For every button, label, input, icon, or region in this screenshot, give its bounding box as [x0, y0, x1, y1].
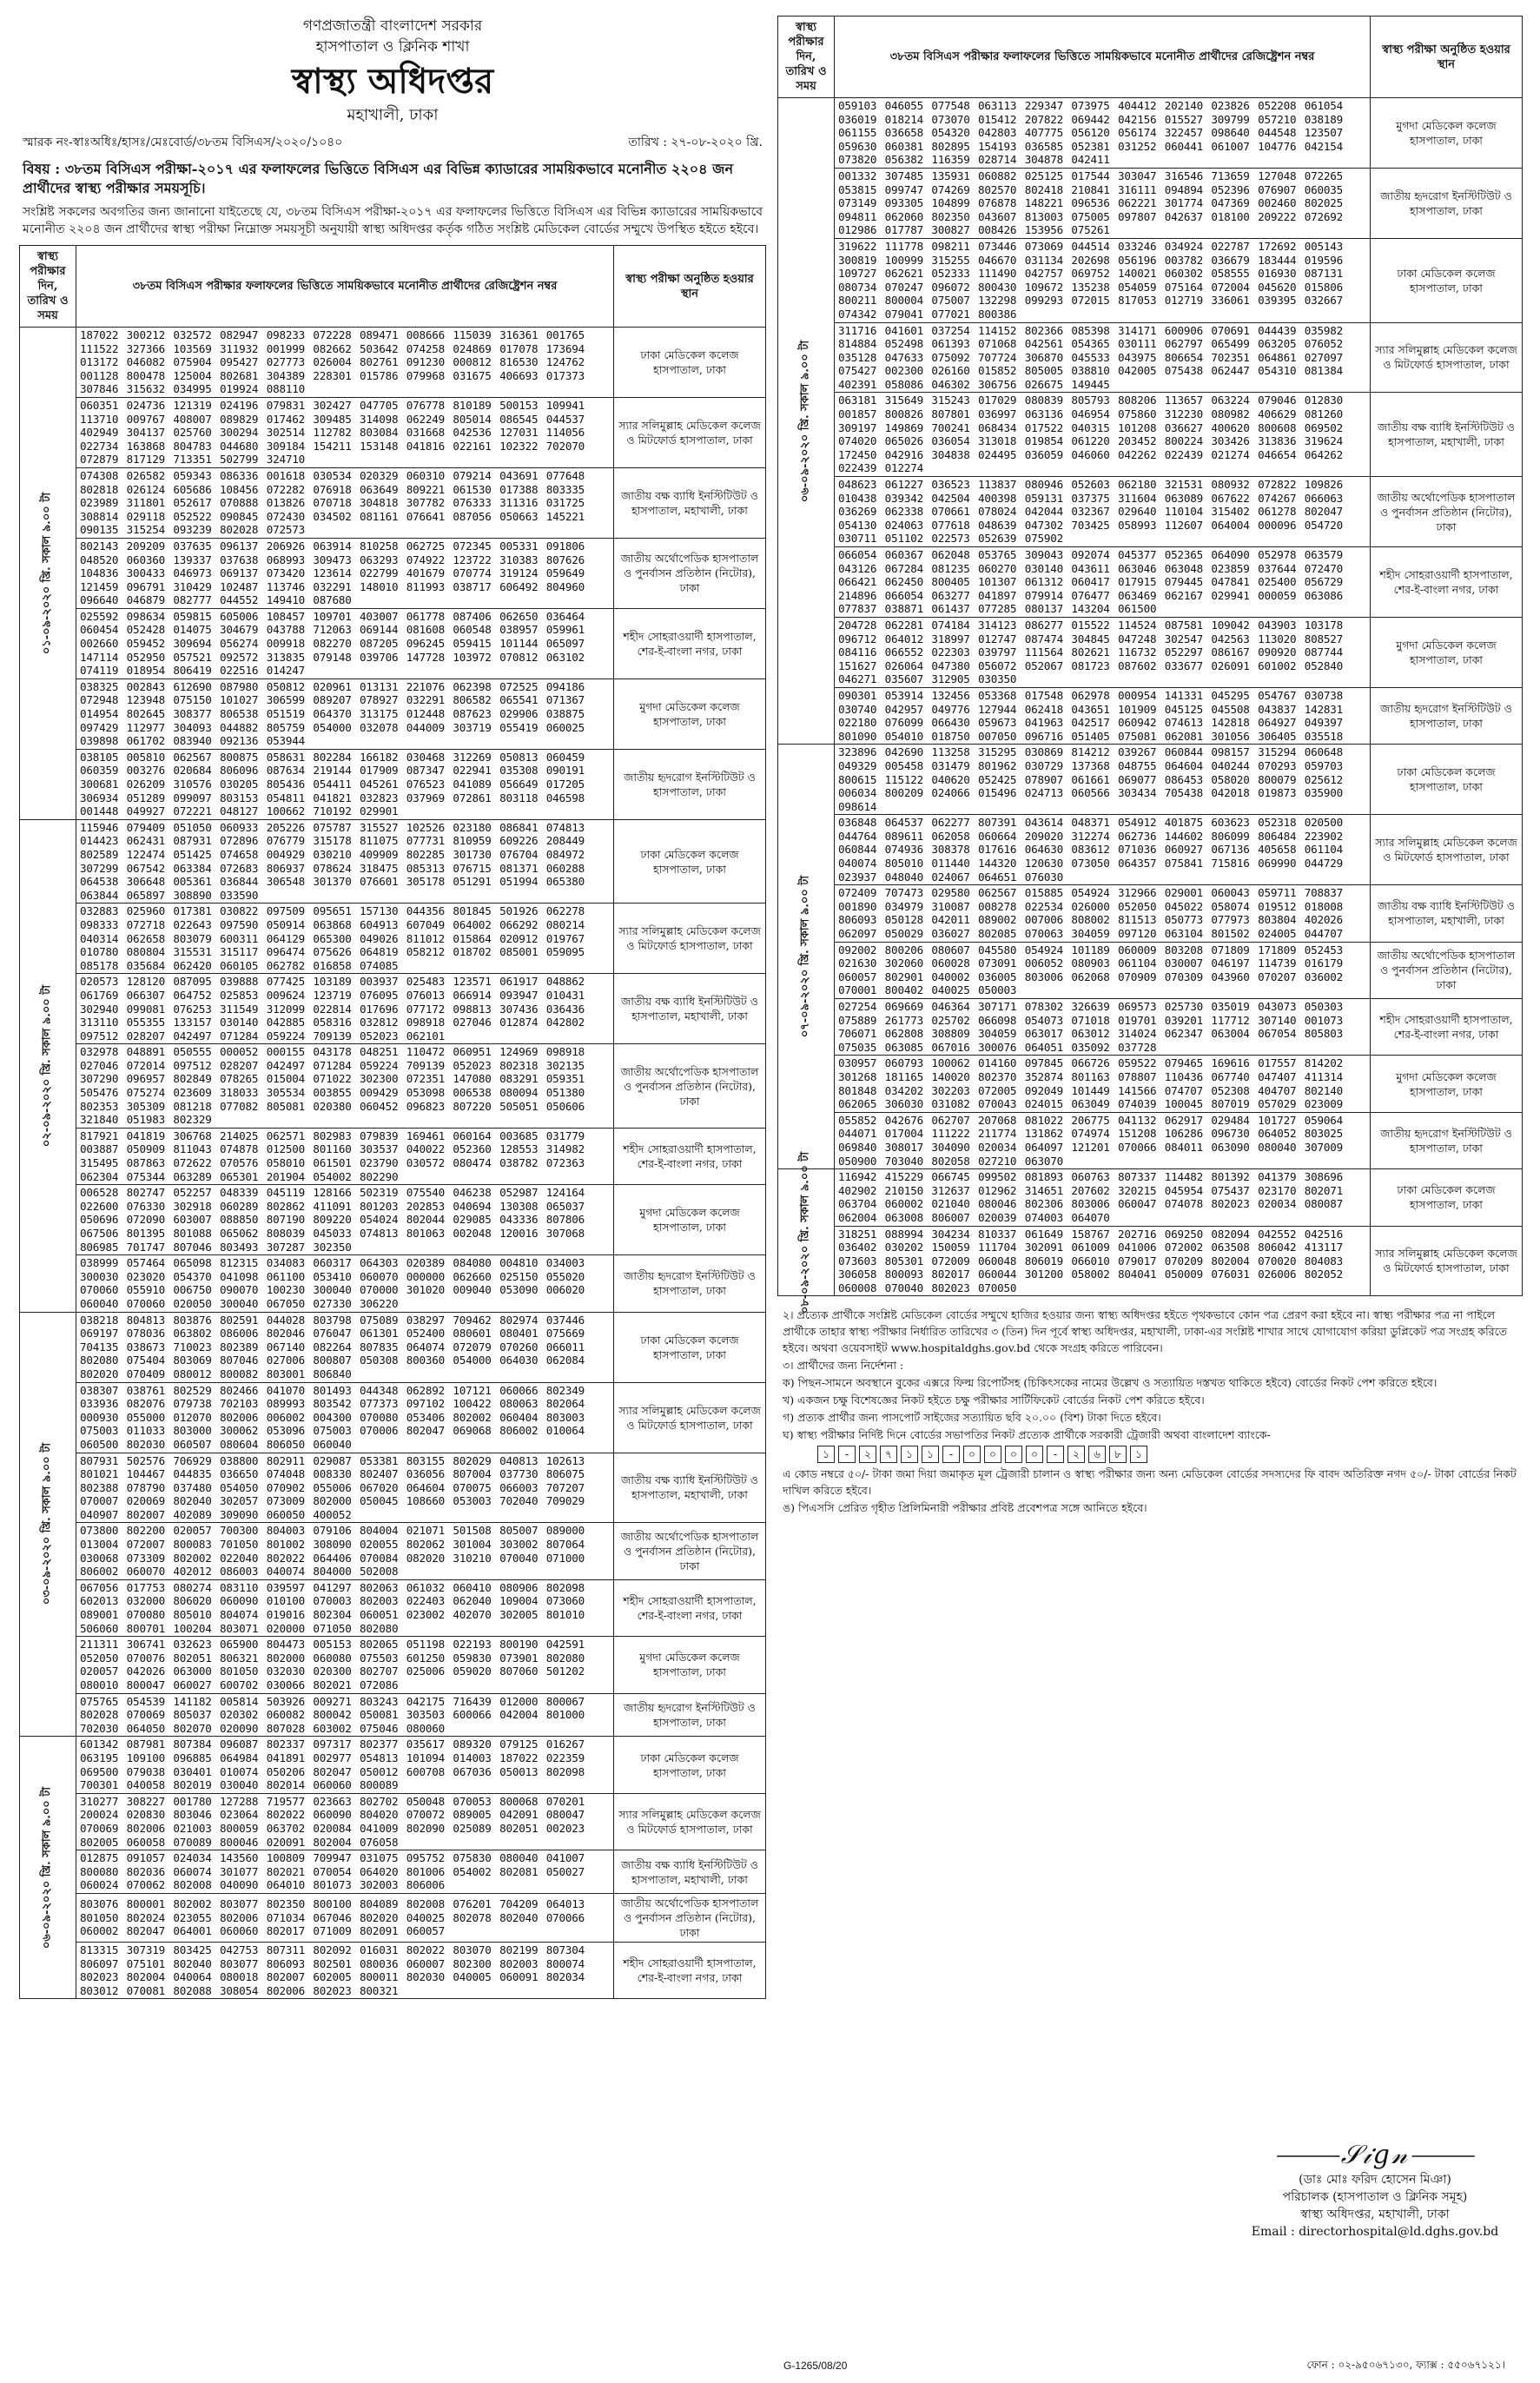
code-digit: ২ — [1067, 1446, 1085, 1463]
exam-date-cell — [778, 98, 835, 745]
schedule-row — [778, 393, 1523, 477]
branch-line: হাসপাতাল ও ক্লিনিক শাখা — [315, 38, 470, 56]
schedule-row — [20, 1185, 766, 1255]
schedule-row — [20, 1128, 766, 1184]
footer-code: G-1265/08/20 — [783, 2360, 848, 2372]
code-digit: - — [942, 1446, 960, 1463]
schedule-row — [20, 904, 766, 974]
exam-venue: ঢাকা মেডিকেল কলেজ হাসপাতাল, ঢাকা — [1371, 745, 1523, 815]
registration-numbers: 072409 707473 029580 062567 015885 054924 312966 029001 060043 059711 708837 001890 034979 310087 008278 022534 026000 052050 045022 058074 019512 018008 806093 050128 042011 089002 007006 808002 811513 050773 077973 803804 402026 062097 050029 036027 802085 070063 304059 097120 063104 801502 024005 044707 — [835, 885, 1371, 942]
exam-date-cell — [20, 819, 76, 1312]
exam-venue: জাতীয় হৃদরোগ ইনস্টিটিউট ও হাসপাতাল, ঢাকা — [1371, 687, 1523, 744]
registration-numbers: 311716 041601 037254 114152 802366 085398 314171 600906 070691 044439 035982 814884 052498 061393 071068 042561 054365 030111 062797 065499 063205 076052 035128 047633 075092 707724 306870 045533 043975 806654 702351 064861 027097 075427 002300 026160 015852 805005 038810 042005 075438 062447 054310 081384 402391 058086 046302 306756 026675 149445 — [835, 322, 1371, 393]
exam-venue: জাতীয় বক্ষ ব্যাধি ইনস্টিটিউট ও হাসপাতাল, মহাখালী, ঢাকা — [1371, 393, 1523, 477]
note-2: ২। প্রত্যেক প্রার্থীকে সংশ্লিষ্ট মেডিকেল বোর্ডের সম্মুখে হাজির হওয়ার জন্য স্বাস্থ্য অধিদপ্তর হইতে পৃথকভাবে কোন পত্র প্রেরণ করা হইবে না। স্বাস্থ্য পরীক্ষার পত্র না পাইলে প্রার্থীকে তাহার স্বাস্থ্য পরীক্ষার নির্ধারিত তারিখের ৩ (তিন) দিন পূর্বে স্বাস্থ্য অধিদপ্তর, মহাখালী, ঢাকা-এর সংশ্লিষ্ট শাখার সাথে যোগাযোগ করিয়া ডুপ্লিকেট পত্র সংগ্রহ করিতে হইবে। অথবা ওয়েবসাইট www.hospitaldghs.gov.bd থেকে সংগ্রহ করিতে পারিবেন। — [783, 1308, 1507, 1355]
registration-numbers: 001332 307485 135931 060882 025125 017544 303047 316546 713659 127048 072265 053815 099747 074269 802570 802418 210841 316111 094894 052396 076907 060035 073149 093305 104899 076878 148221 096536 062221 301774 047369 002460 802025 094811 062060 802350 043607 813003 075005 097807 042637 018100 209222 072692 012986 017787 300827 008426 153956 075261 — [835, 168, 1371, 238]
exam-venue: শহীদ সোহরাওয়ার্দী হাসপাতাল, শের-ই-বাংলা নগর, ঢাকা — [614, 608, 766, 678]
exam-venue: জাতীয় অর্থোপেডিক হাসপাতাল ও পুনর্বাসন প্রতিষ্ঠান (নিটোর), ঢাকা — [1371, 477, 1523, 547]
registration-numbers: 048623 061227 036523 113837 080946 052603 062180 321531 080932 072822 109826 010438 039342 042504 400398 059131 037375 311604 063089 067622 074267 066063 036269 062338 070661 078024 042044 032367 029640 110104 315402 061278 802047 054130 024063 077618 048639 047302 703425 058993 112607 064004 000096 054720 030711 051102 022573 052639 075902 — [835, 477, 1371, 547]
registration-numbers: 067056 017753 080274 083110 039597 041297 802063 061032 060410 080906 802098 602013 032000 806020 060090 010100 070003 802003 022403 062040 109004 073060 089001 070080 805010 804074 019016 802304 060051 023002 402070 302005 801010 506060 800701 100204 803071 020000 071050 802080 — [76, 1579, 614, 1636]
schedule-row — [778, 942, 1523, 998]
exam-venue: ঢাকা মেডিকেল কলেজ হাসপাতাল, ঢাকা — [614, 1312, 766, 1382]
signature-mark: ⸻𝒮𝒾𝑔𝓃⸻ — [1273, 2140, 1477, 2170]
registration-numbers: 030957 060793 100062 014160 097845 066726 059522 079465 169616 017557 814202 301268 181165 140020 802370 352874 801163 078807 110436 067740 047407 411314 801848 034202 302203 072005 092049 101449 141566 074707 052308 404707 802140 062065 306030 031082 070043 024015 063049 074039 100045 807019 057029 023009 — [835, 1056, 1371, 1112]
code-digit: ০ — [1026, 1446, 1043, 1463]
exam-venue: জাতীয় অর্থোপেডিক হাসপাতাল ও পুনর্বাসন প্রতিষ্ঠান (নিটোর), ঢাকা — [614, 1044, 766, 1129]
exam-date: ০৬-০৯-২০২০ খ্রি. সকাল ৯.০০ টা — [798, 340, 812, 502]
registration-numbers: 032978 048891 050555 000052 000155 043178 048251 110472 060951 124969 098918 027046 072014 097512 028207 042497 071284 059224 709139 052023 802318 302135 307290 096957 802849 078265 015004 071022 302300 072351 147080 083291 059351 505476 075274 023609 318033 305534 003855 009429 053098 006538 080094 051380 802353 305309 081218 077082 805081 020380 060452 096823 807220 505051 050606 321840 051983 802329 — [76, 1044, 614, 1129]
schedule-row — [778, 999, 1523, 1056]
schedule-body-left — [20, 328, 766, 1999]
exam-date: ০৩-০৯-২০২০ খ্রি. সকাল ৯.০০ টা — [40, 1443, 54, 1605]
exam-venue: শহীদ সোহরাওয়ার্দী হাসপাতাল, শের-ই-বাংলা নগর, ঢাকা — [614, 1579, 766, 1636]
schedule-row — [778, 322, 1523, 393]
schedule-row — [20, 1693, 766, 1737]
signatory-name: (ডাঃ মোঃ ফরিদ হোসেন মিঞা) — [1299, 2173, 1451, 2187]
memo-date: তারিখ : ২৭-০৮-২০২০ খ্রি. — [628, 136, 763, 149]
exam-venue: জাতীয় হৃদরোগ ইনস্টিটিউট ও হাসপাতাল, ঢাকা — [614, 749, 766, 819]
code-digit: ০ — [1005, 1446, 1022, 1463]
registration-numbers: 802143 209209 037635 096137 206926 063914 810258 062725 072345 005331 091806 048520 060360 139337 037638 068993 309473 063293 074922 123722 310383 807626 104836 300433 046973 069137 073420 123614 022799 401679 070774 319124 059649 121459 096791 310429 102487 113746 032291 148010 811993 038717 606492 804960 096640 046879 082777 044552 149410 087680 — [76, 538, 614, 608]
registration-numbers: 116942 415229 066745 099502 081893 060763 807337 114482 801392 041379 308696 402902 210150 312637 012962 314651 207602 320215 045954 075437 023170 802071 063704 060002 021040 080046 802306 803006 060047 074078 802023 020034 080087 062004 063008 806007 020039 074003 064070 — [835, 1169, 1371, 1226]
exam-venue: শহীদ সোহরাওয়ার্দী হাসপাতাল, শের-ই-বাংলা নগর, ঢাকা — [1371, 999, 1523, 1056]
registration-numbers: 310277 308227 001780 127288 719577 023663 802702 050048 070053 800068 070201 200024 020830 803046 023064 802022 060090 804020 070072 089005 042091 080047 070069 802006 021003 800059 063702 020084 041009 802090 025089 802051 002023 802005 060058 070089 800046 020091 802004 076058 — [76, 1793, 614, 1850]
schedule-row — [20, 1382, 766, 1453]
right-column — [777, 16, 1523, 1517]
exam-date: ০১-০৯-২০২০ খ্রি. সকাল ৯.০০ টা — [40, 492, 54, 655]
exam-venue: স্যার সলিমুল্লাহ মেডিকেল কলেজ ও মিটফোর্ড হাসপাতাল, ঢাকা — [614, 904, 766, 974]
code-digit: ৭ — [880, 1446, 897, 1463]
schedule-row — [778, 238, 1523, 322]
exam-venue: ঢাকা মেডিকেল কলেজ হাসপাতাল, ঢাকা — [1371, 1169, 1523, 1226]
subject: বিষয় : ৩৮তম বিসিএস পরীক্ষা-২০১৭ এর ফলাফলের ভিত্তিতে বিসিএস এর বিভিন্ন ক্যাডারের সাময়িকভাবে মনোনীত ২২০৪ জন প্রার্থীদের স্বাস্থ্য পরীক্ষার সময়সূচি। — [23, 161, 733, 196]
exam-venue: জাতীয় হৃদরোগ ইনস্টিটিউট ও হাসপাতাল, ঢাকা — [614, 1255, 766, 1312]
schedule-row — [20, 678, 766, 749]
schedule-row — [20, 538, 766, 608]
exam-venue: শহীদ সোহরাওয়ার্দী হাসপাতাল, শের-ই-বাংলা নগর, ঢাকা — [1371, 547, 1523, 618]
note-3e: ঙ) পিএসসি প্রেরিত গৃহীত প্রিলিমিনারী পরীক্ষার প্রবিষ্ট প্রবেশপত্র সঙ্গে আনিতে হইবে। — [783, 1501, 1147, 1515]
left-column — [19, 16, 766, 1999]
exam-venue: শহীদ সোহরাওয়ার্দী হাসপাতাল, শের-ই-বাংলা নগর, ঢাকা — [614, 1942, 766, 1998]
registration-numbers: 075765 054539 141182 005814 503926 009271 803243 042175 716439 012000 800067 802028 070069 805037 020302 060082 800042 050081 303503 600066 042004 801000 702030 064050 802070 020090 807028 603002 075046 080060 — [76, 1693, 614, 1737]
registration-numbers: 038999 057464 065098 812315 034083 060317 064303 020389 084080 004810 034003 300030 023020 054370 041098 061100 053410 060070 000000 062660 025150 055020 070060 055910 006750 090070 100230 300040 070000 301020 009040 053090 006020 060040 070060 020050 300040 067050 027330 306220 — [76, 1255, 614, 1312]
registration-numbers: 319622 111778 098211 073446 073069 044514 033246 034924 022787 172692 005143 300819 100999 315255 046670 031134 202698 056196 003782 036679 183444 019596 109727 062621 052333 111490 042757 069752 140021 060302 058555 016930 087131 080734 070247 096072 800430 109672 135238 054059 075164 072004 045620 015806 800211 800004 075007 132298 099293 072015 817053 012719 336061 039395 032667 074342 079041 077021 800386 — [835, 238, 1371, 322]
registration-numbers: 038105 005810 062567 800875 058631 802284 166182 030468 312269 050813 060459 060359 003276 020684 806096 087634 219144 017909 087347 022941 035308 090191 300681 026209 310576 030205 805436 054411 045261 076523 041089 056649 017205 306934 051289 099097 803153 054811 041821 032823 037969 072861 803118 046598 001448 049927 072221 048127 100662 710192 029901 — [76, 749, 614, 819]
registration-numbers: 032883 025960 017381 030822 097509 095651 157130 044356 801845 501926 062278 098333 072718 022643 097590 050914 063868 604913 607049 064002 066292 080214 040314 062658 803079 600311 064129 065300 049026 811012 015864 020912 019767 010780 080804 315531 315117 096474 075626 064819 058212 018702 085001 059095 085178 035684 062420 060105 062782 016858 074085 — [76, 904, 614, 974]
exam-date: ০৬-০৯-২০২০ খ্রি. সকাল ৯.০০ টা — [40, 1786, 54, 1949]
page-title: স্বাস্থ্য অধিদপ্তর — [291, 61, 494, 102]
memo-line — [19, 132, 766, 153]
exam-venue: জাতীয় অর্থোপেডিক হাসপাতাল ও পুনর্বাসন প্রতিষ্ঠান (নিটোর), ঢাকা — [614, 1523, 766, 1579]
registration-numbers: 055852 042676 062707 207068 081022 206775 041132 062917 029484 101727 059064 044071 017004 111222 211774 131862 074974 151208 106286 096730 064052 803025 069840 308017 304090 020034 064097 121201 070066 084011 063090 080040 307009 050900 703040 802058 027210 063070 — [835, 1112, 1371, 1168]
note-3: ৩। প্রার্থীদের জন্য নির্দেশনা : — [783, 1359, 904, 1373]
schedule-row — [20, 1637, 766, 1693]
col-header-date: স্বাস্থ্য পরীক্ষার দিন, তারিখ ও সময় — [778, 17, 835, 98]
exam-venue: ঢাকা মেডিকেল কলেজ হাসপাতাল, ঢাকা — [614, 328, 766, 398]
schedule-row — [778, 885, 1523, 942]
exam-venue: ঢাকা মেডিকেল কলেজ হাসপাতাল, ঢাকা — [1371, 238, 1523, 322]
registration-numbers: 318251 088994 304234 810337 061649 158767 202716 069250 082094 042552 042516 036402 030202 150059 111704 302091 061009 041006 072002 063508 806042 413117 073603 805301 072009 060048 806019 066010 079017 070209 802004 070020 804083 306058 800093 802017 060044 301200 058002 804041 050009 076031 026006 802052 060008 070040 802023 070050 — [835, 1226, 1371, 1296]
code-digit: ১ — [922, 1446, 939, 1463]
schedule-row — [778, 687, 1523, 744]
exam-date: ০৭-০৯-২০২০ খ্রি. সকাল ৯.০০ টা — [798, 876, 812, 1038]
instructions — [777, 1307, 1523, 1516]
exam-venue: জাতীয় হৃদরোগ ইনস্টিটিউট ও হাসপাতাল, ঢাকা — [614, 1693, 766, 1737]
schedule-row — [778, 477, 1523, 547]
code-digit: ১ — [1130, 1446, 1147, 1463]
schedule-row — [778, 1056, 1523, 1112]
code-digit: ২ — [859, 1446, 876, 1463]
registration-numbers: 813315 307319 803425 042753 807311 802092 016031 802022 803070 802199 807304 806097 075101 802040 803077 806093 802501 080036 060007 802300 802003 800074 802023 802004 040064 080018 802007 602005 800011 802030 040005 060091 802034 803012 070081 802088 308054 802006 802023 800321 — [76, 1942, 614, 1998]
signatory-post: পরিচালক (হাসপাতাল ও ক্লিনিক সমূহ) — [1282, 2190, 1468, 2204]
note-3d-cont: এ কোড নম্বরে ৫০/- টাকা জমা দিয়া জমাকৃত মূল ট্রেজারী চালান ও স্বাস্থ্য পরীক্ষার জন্য অন্য মেডিকেল বোর্ডের সদস্যদের ফি বাবদ অতিরিক্ত নগদ ৫০/- টাকা বোর্ডের নিকট দাখিল করিতে হইবে। — [783, 1467, 1517, 1498]
signatory-email: Email : directorhospital@ld.dghs.gov.bd — [1251, 2225, 1499, 2239]
code-digit: ৬ — [1088, 1446, 1106, 1463]
registration-numbers: 025592 098634 059815 605006 108457 109701 403007 061778 087406 062650 036464 060454 052428 014075 304679 043788 712063 069144 081608 060548 038957 059961 002660 059452 309694 056274 009918 082270 087205 096245 059415 101144 065097 147114 052950 057521 092572 313835 079148 039706 147728 103972 070812 063102 074119 018954 806419 022516 014247 — [76, 608, 614, 678]
code-digit: - — [1047, 1446, 1064, 1463]
registration-numbers: 036848 064537 062277 807391 043614 048371 054912 401875 603623 052318 020500 044764 089611 062058 060664 209020 312274 062736 144602 806099 806484 223902 060844 074936 308378 017616 064630 083612 071036 060927 067136 405658 061104 040074 805010 011440 144320 120630 073050 064357 075841 715816 069990 044729 023937 048040 024067 064651 076030 — [835, 815, 1371, 885]
location: মহাখালী, ঢাকা — [347, 106, 439, 124]
schedule-row — [778, 617, 1523, 687]
schedule-row — [20, 1850, 766, 1894]
schedule-row — [20, 1793, 766, 1850]
registration-numbers: 187022 300212 032572 082947 098233 072228 089471 008666 115039 316361 001765 111522 327366 103569 311932 001999 082662 503642 074258 024869 017078 173694 013172 046082 075904 095427 027773 026004 802761 091230 000812 816530 124762 001128 800478 125004 802681 304389 228301 015786 079968 031675 406693 017373 307846 315632 034995 019924 088110 — [76, 328, 614, 398]
registration-numbers: 211311 306741 032623 065900 804473 005153 802065 051198 022193 800190 042591 052050 070076 802051 806321 802000 060080 075503 601250 059830 073901 802080 020057 042026 063000 801050 032030 020300 802707 025006 059020 807060 501202 080010 800047 060027 600702 030066 802021 072086 — [76, 1637, 614, 1693]
exam-venue: ঢাকা মেডিকেল কলেজ হাসপাতাল, ঢাকা — [614, 819, 766, 904]
code-digit: ৮ — [1109, 1446, 1127, 1463]
exam-venue: স্যার সলিমুল্লাহ মেডিকেল কলেজ ও মিটফোর্ড হাসপাতাল, ঢাকা — [1371, 815, 1523, 885]
registration-numbers: 817921 041819 306768 214025 062571 802983 079839 169461 060164 003685 031779 003887 050909 811043 074878 012500 801160 303537 040022 052360 128553 314982 315495 087863 072622 070576 058010 061501 023790 030572 080474 038782 072363 062304 075344 063289 065301 201904 054002 802290 — [76, 1128, 614, 1184]
schedule-row — [20, 1453, 766, 1523]
exam-venue: মুগদা মেডিকেল কলেজ হাসপাতাল, ঢাকা — [614, 678, 766, 749]
schedule-table-left — [19, 245, 766, 1999]
exam-venue: শহীদ সোহরাওয়ার্দী হাসপাতাল, শের-ই-বাংলা নগর, ঢাকা — [614, 1128, 766, 1184]
treasury-code-box — [817, 1446, 1517, 1463]
intro-paragraph: সংশ্লিষ্ট সকলের অবগতির জন্য জানানো যাইতেছে যে, ৩৮তম বিসিএস পরীক্ষা-২০১৭ এর ফলাফলের ভিত্তিতে বিসিএস এর বিভিন্ন ক্যাডারের সাময়িকভাবে মনোনীত ২২০৪ জন প্রার্থীদের স্বাস্থ্য পরীক্ষা নিম্নোক্ত সময়সূচী অনুযায়ী স্বাস্থ্য অধিদপ্তর কর্তৃক গঠিত সংশ্লিষ্ট মেডিকেল বোর্ডের সম্মুখে উপস্থিত হইতে হইবে। — [23, 205, 763, 236]
exam-venue: স্যার সলিমুল্লাহ মেডিকেল কলেজ ও মিটফোর্ড হাসপাতাল, ঢাকা — [614, 1382, 766, 1453]
schedule-row — [20, 1312, 766, 1382]
exam-venue: জাতীয় হৃদরোগ ইনস্টিটিউট ও হাসপাতাল, ঢাকা — [1371, 168, 1523, 238]
exam-date: ০২-০৯-২০২০ খ্রি. সকাল ৯.০০ টা — [40, 984, 54, 1147]
exam-venue: স্যার সলিমুল্লাহ মেডিকেল কলেজ ও মিটফোর্ড হাসপাতাল, ঢাকা — [1371, 322, 1523, 393]
exam-venue: স্যার সলিমুল্লাহ মেডিকেল কলেজ ও মিটফোর্ড হাসপাতাল, ঢাকা — [614, 397, 766, 467]
exam-date-cell — [778, 1151, 835, 1314]
exam-venue: মুগদা মেডিকেল কলেজ হাসপাতাল, ঢাকা — [614, 1637, 766, 1693]
col-header-rolls: ৩৮তম বিসিএস পরীক্ষার ফলাফলের ভিত্তিতে সাময়িকভাবে মনোনীত প্রার্থীদের রেজিষ্ট্রেশন নম্বর — [76, 246, 614, 328]
schedule-row — [20, 608, 766, 678]
schedule-row — [20, 1579, 766, 1636]
schedule-row — [20, 1523, 766, 1579]
schedule-row — [20, 397, 766, 467]
memo-ref: স্মারক নং-স্বাঃঅধিঃ/হাসঃ/মেঃবোর্ড/৩৮তম বিসিএস/২০২০/১০৪০ — [23, 136, 343, 149]
schedule-row — [20, 749, 766, 819]
schedule-row — [20, 1255, 766, 1312]
registration-numbers: 323896 042690 113258 315295 030869 814212 039267 060844 098157 315294 060648 049329 005458 031479 801962 030729 137368 048755 064604 040244 070293 059703 800615 115122 040620 052425 078907 061661 069077 086453 058020 800079 025612 006034 800209 024066 015496 024713 060566 303434 705438 042018 019873 035900 098614 — [835, 745, 1371, 815]
contact-phone: ফোন : ০২-৯৫০৬৭১৩০, ফ্যাক্স : ৫৫০৬৭১২১। — [1306, 2359, 1505, 2371]
registration-numbers: 066054 060367 062048 053765 309043 092074 045377 052365 064090 052978 063579 043126 067284 081235 060270 030140 043611 063046 063048 023859 037644 072470 066421 062450 800405 101307 061312 060417 017915 079445 047841 025400 056729 214896 066054 063277 041897 079914 076477 063469 062167 029941 000059 063086 077837 038871 061437 077285 080137 143204 061500 — [835, 547, 1371, 618]
schedule-row — [20, 467, 766, 538]
code-digit: ১ — [901, 1446, 918, 1463]
col-header-venue: স্বাস্থ্য পরীক্ষা অনুষ্ঠিত হওয়ার স্থান — [614, 246, 766, 328]
schedule-row — [20, 819, 766, 904]
exam-venue: ঢাকা মেডিকেল কলেজ হাসপাতাল, ঢাকা — [614, 1737, 766, 1793]
exam-venue: জাতীয় অর্থোপেডিক হাসপাতাল ও পুনর্বাসন প্রতিষ্ঠান (নিটোর), ঢাকা — [614, 1893, 766, 1942]
registration-numbers: 020573 128120 087095 039888 077425 103189 003937 025483 123571 061917 048862 061769 066307 064752 025853 009624 123719 076095 076013 066914 093947 010431 302940 099081 076253 311549 312099 022814 017696 077172 098813 307436 036436 313110 055355 133157 030140 042885 058316 032812 098918 027046 012874 042802 097512 028207 042497 071284 059224 709139 052023 062101 — [76, 974, 614, 1044]
schedule-row — [778, 168, 1523, 238]
registration-numbers: 807931 502576 706929 038800 802911 029087 053381 803155 802029 040813 102613 801021 104467 044835 036650 074048 008330 802407 036056 807004 037730 806075 802388 078790 037480 054050 070902 055006 067020 064604 070075 066003 707207 070007 020069 802040 302057 073009 802000 050045 108660 053003 702040 709029 040907 802007 402089 309090 060050 400052 — [76, 1453, 614, 1523]
exam-venue: মুগদা মেডিকেল কলেজ হাসপাতাল, ঢাকা — [1371, 1056, 1523, 1112]
exam-venue: মুগদা মেডিকেল কলেজ হাসপাতাল, ঢাকা — [1371, 98, 1523, 169]
col-header-rolls: ৩৮তম বিসিএস পরীক্ষার ফলাফলের ভিত্তিতে সাময়িকভাবে মনোনীত প্রার্থীদের রেজিষ্ট্রেশন নম্বর — [835, 17, 1371, 98]
schedule-row — [20, 1044, 766, 1129]
registration-numbers: 060351 024736 121319 024196 079831 302427 047705 076778 810189 500153 109941 113710 009767 408007 089829 017462 309485 314098 062249 805014 086545 044537 402949 304137 025760 300294 302514 112782 803084 031668 042536 127031 114056 022734 163868 804783 044680 309184 154211 153148 041816 022161 102322 702070 072879 817129 713351 502799 324710 — [76, 397, 614, 467]
exam-venue: স্যার সলিমুল্লাহ মেডিকেল কলেজ ও মিটফোর্ড হাসপাতাল, ঢাকা — [614, 1793, 766, 1850]
code-digit: - — [838, 1446, 856, 1463]
govt-line: গণপ্রজাতন্ত্রী বাংলাদেশ সরকার — [302, 17, 483, 35]
exam-date-cell — [20, 1312, 76, 1737]
registration-numbers: 059103 046055 077548 063113 229347 073975 404412 202140 023826 052208 061054 036019 018214 073070 015412 207822 069442 042156 015527 309799 057210 038189 061155 036658 054320 042803 407775 056120 056174 322457 098640 044548 123507 059630 060381 802895 154193 036585 052381 031252 060441 061007 104776 042154 073820 056382 116359 028714 304878 042411 — [835, 98, 1371, 169]
exam-venue: জাতীয় হৃদরোগ ইনস্টিটিউট ও হাসপাতাল, ঢাকা — [1371, 1112, 1523, 1168]
schedule-body-right — [778, 98, 1523, 1314]
schedule-table-right — [777, 16, 1523, 1314]
note-3d: ঘ) স্বাস্থ্য পরীক্ষার নির্দিষ্ট দিনে বোর্ডের সভাপতির নিকট প্রত্যেক প্রার্থীকে সরকারী ট্রেজারী অথবা বাংলাদেশ ব্যাংকে- — [783, 1428, 1271, 1442]
schedule-row — [778, 1112, 1523, 1168]
exam-venue: জাতীয় বক্ষ ব্যাধি ইনস্টিটিউট ও হাসপাতাল, মহাখালী, ঢাকা — [614, 1850, 766, 1894]
header — [19, 16, 766, 127]
schedule-row — [778, 1169, 1523, 1226]
schedule-row — [20, 328, 766, 398]
registration-numbers: 092002 800206 080607 045580 054924 101189 060009 803208 071809 171809 052453 021630 302060 060028 073091 006052 080903 061104 030007 046197 114739 016179 060057 802901 040002 036005 803006 062068 070909 070309 043960 070207 036002 070001 800402 040025 050003 — [835, 942, 1371, 998]
schedule-row — [20, 1893, 766, 1942]
col-header-venue: স্বাস্থ্য পরীক্ষা অনুষ্ঠিত হওয়ার স্থান — [1371, 17, 1523, 98]
exam-date-cell — [20, 1737, 76, 1999]
schedule-row — [778, 745, 1523, 815]
exam-venue: স্যার সলিমুল্লাহ মেডিকেল কলেজ ও মিটফোর্ড হাসপাতাল, ঢাকা — [1371, 1226, 1523, 1296]
schedule-row — [20, 1942, 766, 1998]
exam-date-cell — [20, 328, 76, 820]
schedule-row — [20, 1737, 766, 1793]
schedule-row — [20, 974, 766, 1044]
exam-date-cell — [778, 745, 835, 1169]
signatory-office: স্বাস্থ্য অধিদপ্তর, মহাখালী, ঢাকা — [1300, 2208, 1450, 2221]
exam-venue: মুগদা মেডিকেল কলেজ হাসপাতাল, ঢাকা — [1371, 617, 1523, 687]
note-3a: ক) পিছন-সামনে অবস্থানে বুকের এক্সরে ফিল্ম রিপোর্টসহ (চিকিৎসকের নামের উল্লেখ ও সত্যায়িত দস্তখত থাকিতে হইবে) বোর্ডের নিকট পেশ করিতে হইবে। — [783, 1376, 1438, 1390]
schedule-row — [778, 98, 1523, 169]
registration-numbers: 803076 800001 802002 803077 802350 800100 804089 802008 076201 704209 064013 801050 802024 023055 802006 071034 067046 802020 040025 802078 802040 070066 060002 802047 064001 060060 802017 071009 802091 060057 — [76, 1893, 614, 1942]
registration-numbers: 006528 802747 052257 048339 045119 128166 502319 075540 046238 052987 124164 022600 076330 302918 060289 802862 411091 801203 202853 040694 130308 065037 050696 072090 603007 088850 807190 809220 054024 802044 029085 043336 807806 067506 801395 801088 065062 808039 045033 074813 801063 002048 120016 307068 806985 701747 807046 803493 307287 302350 — [76, 1185, 614, 1255]
code-digit: ১ — [817, 1446, 835, 1463]
code-digit: ০ — [984, 1446, 1001, 1463]
exam-date: ০৮-০৯-২০২০ খ্রি. সকাল ৯.০০ টা — [798, 1151, 812, 1314]
registration-numbers: 073800 802200 020057 700300 804003 079106 804004 021071 501508 805007 089000 013004 072007 800083 701050 801002 308090 020055 802062 301004 303002 807064 030068 073309 802002 022040 802022 064406 070084 082020 310210 070040 071000 806002 060070 402012 086003 040074 804000 502008 — [76, 1523, 614, 1579]
code-digit: ০ — [963, 1446, 981, 1463]
note-3c: গ) প্রত্যক প্রার্থীর জন্য পাসপোর্ট সাইজের সত্যায়িত ছবি ২০.০০ (বিশ) টাকা দিতে হইবে। — [783, 1411, 1161, 1425]
exam-venue: মুগদা মেডিকেল কলেজ হাসপাতাল, ঢাকা — [614, 1185, 766, 1255]
col-header-date: স্বাস্থ্য পরীক্ষার দিন, তারিখ ও সময় — [20, 246, 76, 328]
schedule-row — [778, 547, 1523, 618]
schedule-row — [778, 1226, 1523, 1296]
registration-numbers: 074308 026582 059343 086336 001618 030534 020329 060310 079214 043691 077648 802818 026124 605686 108456 072282 076918 063649 809221 061530 017388 803335 023989 311801 052617 070888 013826 070718 304818 307782 076333 311316 031725 308814 029118 052522 090845 072430 034502 081161 076641 087056 050663 145221 090135 315254 093239 802028 072573 — [76, 467, 614, 538]
exam-venue: জাতীয় অর্থোপেডিক হাসপাতাল ও পুনর্বাসন প্রতিষ্ঠান (নিটোর), ঢাকা — [614, 538, 766, 608]
exam-venue: জাতীয় বক্ষ ব্যাধি ইনস্টিটিউট ও হাসপাতাল, মহাখালী, ঢাকা — [614, 1453, 766, 1523]
schedule-row — [778, 815, 1523, 885]
note-3b: খ) একজন চক্ষু বিশেষজ্ঞের নিকট হইতে চক্ষু পরীক্ষার সার্টিফিকেট বোর্ডের নিকট পেশ করিতে হইবে। — [783, 1393, 1205, 1407]
exam-venue: জাতীয় বক্ষ ব্যাধি ইনস্টিটিউট ও হাসপাতাল, মহাখালী, ঢাকা — [614, 467, 766, 538]
signature-block — [1236, 2133, 1514, 2241]
registration-numbers: 204728 062281 074184 314123 086277 015522 114524 087581 109042 043903 103178 096712 064012 318997 012747 087474 304845 047248 302547 042563 113020 808527 084116 066552 022303 039797 111564 802621 116732 052297 086167 090920 087744 151627 026064 047380 056072 052067 081723 087602 033677 026091 601002 052840 046271 035607 312905 030350 — [835, 617, 1371, 687]
registration-numbers: 601342 087981 807384 096087 802337 097317 802377 035617 089320 079125 016267 063195 109100 096885 064984 041891 002977 054813 101094 014003 187022 022359 069500 079038 030401 010074 050206 802047 050012 600708 067036 050013 802098 700301 040058 802019 030040 802014 060060 800089 — [76, 1737, 614, 1793]
registration-numbers: 027254 069669 046364 307171 078302 326639 069573 025730 035019 043073 050303 075889 261773 025702 066098 054073 071018 019701 039201 117712 307140 001073 706071 062808 308809 304059 063017 063012 314024 062347 063004 067054 805803 075035 063085 067016 300076 064051 035092 037728 — [835, 999, 1371, 1056]
registration-numbers: 038325 002843 612690 087980 050812 020961 013131 221076 062398 072525 094186 072948 123948 075150 101027 306599 089207 078927 032291 806582 065541 071367 014954 802645 308377 806538 051519 064370 313175 012448 087623 029906 038875 097429 112977 304093 044882 805759 054000 032078 044009 303719 055419 060025 039898 061702 083940 092136 053944 — [76, 678, 614, 749]
registration-numbers: 012875 091057 024034 143560 100809 709947 031075 095752 075830 080040 041007 800080 802036 060074 301077 802021 070054 064020 801006 054002 802081 050027 060024 070062 802008 040090 064010 801073 302003 806006 — [76, 1850, 614, 1894]
registration-numbers: 063181 315649 315243 017029 080839 805793 808206 113657 063224 079046 012830 001857 800826 807801 036997 063136 046954 075860 312230 080982 406629 081260 309197 149869 700241 068434 017522 040315 101208 036627 400620 800608 069502 074020 065026 036054 313018 019854 061220 203452 800224 303426 313836 319624 172450 042916 304838 024495 036059 046060 042262 022439 021274 046654 064262 022439 012274 — [835, 393, 1371, 477]
exam-venue: জাতীয় বক্ষ ব্যাধি ইনস্টিটিউট ও হাসপাতাল, মহাখালী, ঢাকা — [614, 974, 766, 1044]
registration-numbers: 090301 053914 132456 053368 017548 062978 000954 141331 045295 054767 030738 030740 042957 049776 127944 062418 043651 101909 045125 045508 043837 142831 022180 076099 066430 059673 041963 042517 060942 074613 142818 064927 049397 801090 054010 018750 007050 096716 051405 075081 062081 301056 306405 035518 — [835, 687, 1371, 744]
registration-numbers: 038218 804813 803876 802591 044028 803798 075089 038297 709462 802974 037446 069197 078036 063802 086006 802046 076047 061301 052400 080601 080401 075669 704135 038673 710023 802389 067140 082264 807835 064074 072079 070260 066011 802080 075404 803069 807046 027006 800807 050308 800360 054000 064030 062084 802020 070409 080012 800082 803001 806840 — [76, 1312, 614, 1382]
registration-numbers: 115946 079409 051050 060933 205226 075787 315527 102526 023180 086841 074813 014423 062431 087931 072896 076779 315178 811075 077731 810959 609226 208449 802589 122474 051425 074658 004929 030210 409909 802285 301730 076704 084972 307299 067542 063384 072683 806937 078624 318475 085313 076715 081371 060288 064538 306648 005361 036844 306548 301370 076601 305178 051291 051994 065380 063844 065897 308890 033590 — [76, 819, 614, 904]
exam-venue: জাতীয় বক্ষ ব্যাধি ইনস্টিটিউট ও হাসপাতাল, মহাখালী, ঢাকা — [1371, 885, 1523, 942]
exam-venue: জাতীয় অর্থোপেডিক হাসপাতাল ও পুনর্বাসন প্রতিষ্ঠান (নিটোর), ঢাকা — [1371, 942, 1523, 998]
registration-numbers: 038307 038761 802529 802466 041070 801493 044348 062892 107121 060066 802349 033936 082076 079738 702103 089993 803542 077373 097102 100422 080063 802064 000930 055000 012070 802006 006002 004300 070080 053406 802002 060404 803003 075003 011033 803000 300062 053096 075003 070006 802047 069068 806002 010064 060500 802030 060507 080604 806050 060040 — [76, 1382, 614, 1453]
